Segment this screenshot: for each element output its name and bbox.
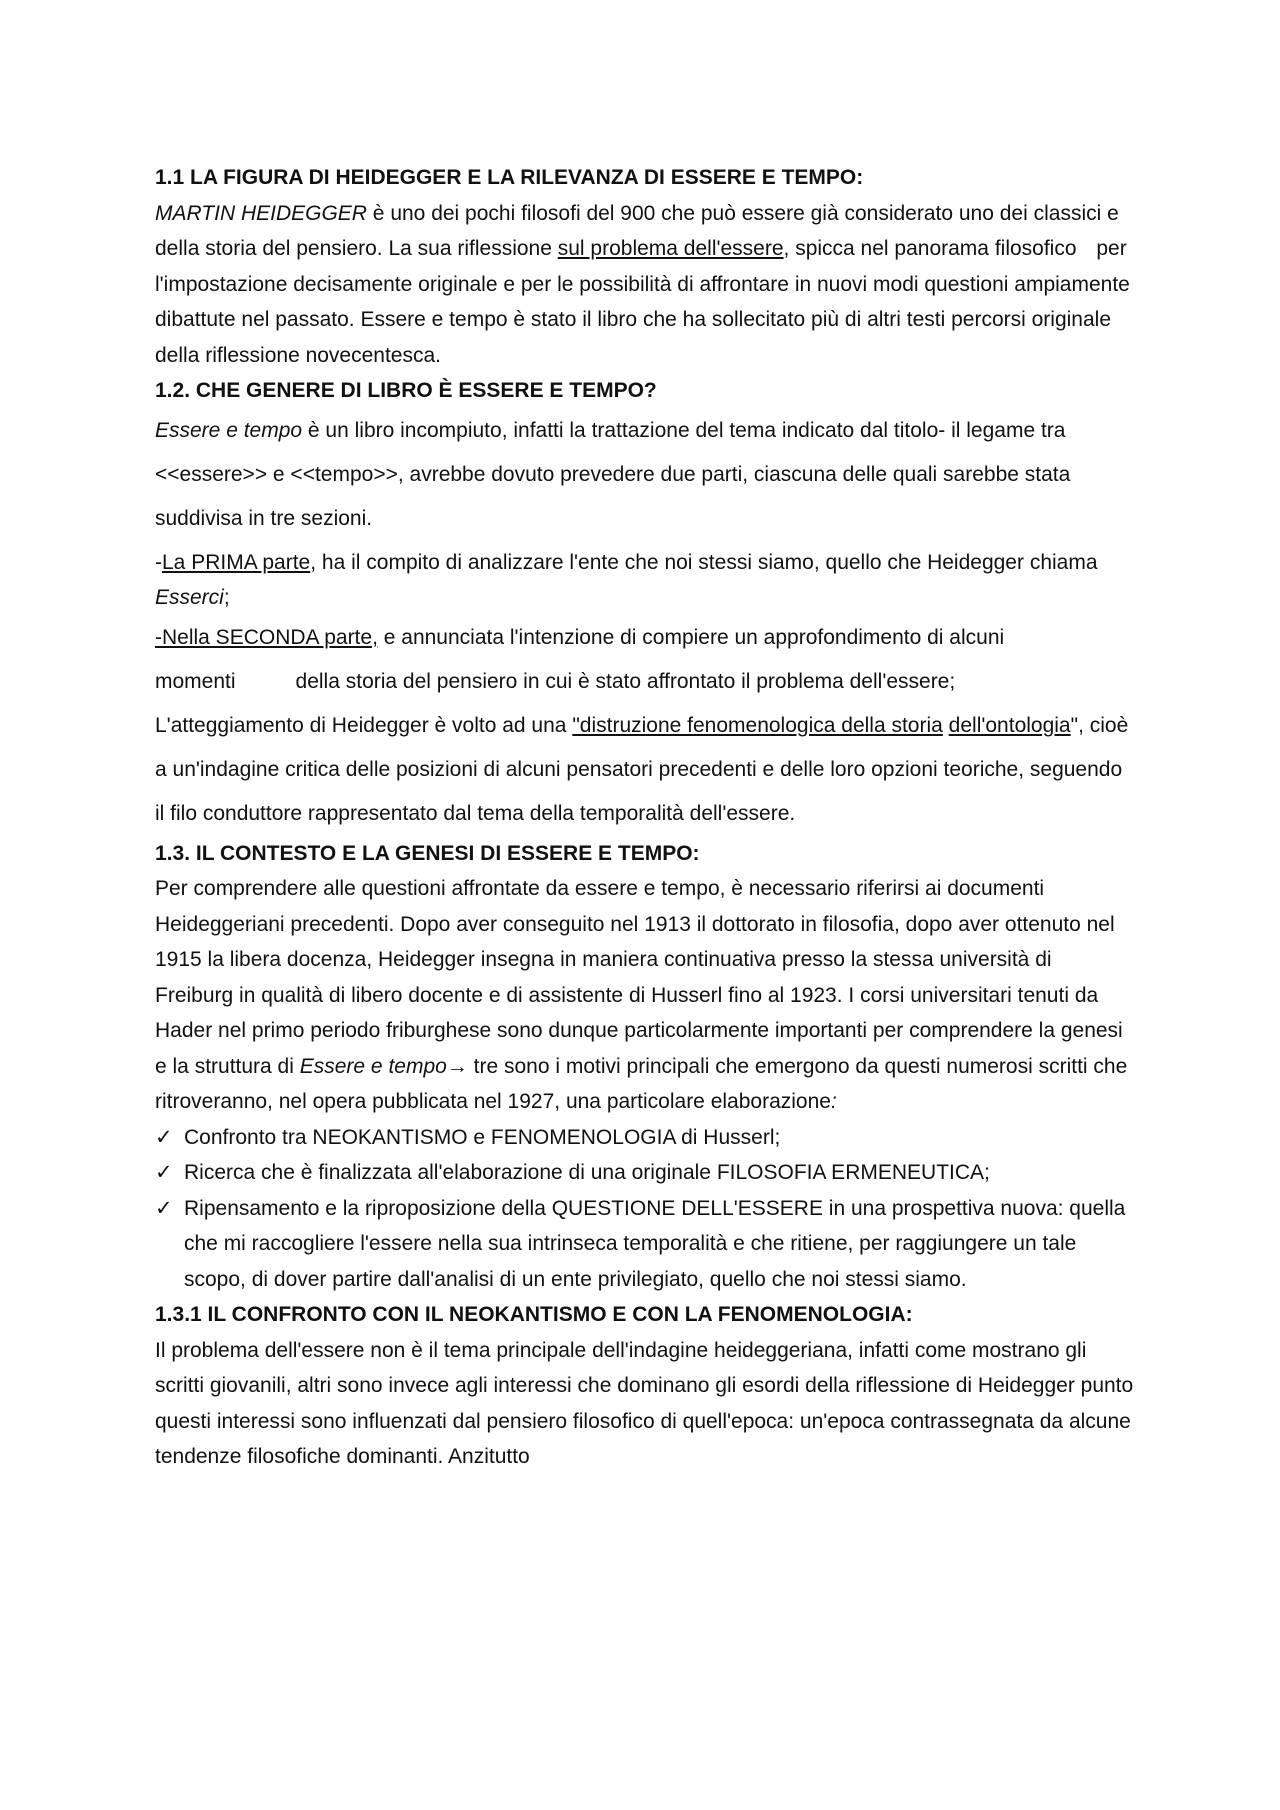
checkmark-icon: ✓ — [155, 1161, 173, 1184]
motives-list — [155, 1120, 1135, 1298]
section-1-3-heading: 1.3. IL CONTESTO E LA GENESI DI ESSERE E TEMPO: — [155, 841, 700, 865]
second-part-paragraph: -Nella SECONDA parte, e annunciata l'intenzione di compiere un approfondimento di alcuni momenti della storia del pensiero in cui è stato affrontato il problema dell'essere; — [155, 625, 1005, 693]
arrow-icon: → — [446, 1054, 468, 1078]
list-item: ✓ Ripensamento e la riproposizione della QUESTIONE DELL'ESSERE in una prospettiva nuova: quella che mi raccogliere l'essere nella sua intrinseca temporalità e che ritiene, per raggiungere un tale scopo, di dover partire dall'analisi di un ente privilegiato, quello che noi stessi siamo. — [155, 1191, 1135, 1298]
section-1-1-heading: 1.1 LA FIGURA DI HEIDEGGER E LA RILEVANZA DI ESSERE E TEMPO: — [155, 166, 864, 189]
underlined-phrase: sul problema dell'essere — [557, 237, 784, 260]
section-1-3-1-heading: 1.3.1 IL CONFRONTO CON IL NEOKANTISMO E CON LA FENOMENOLOGIA: — [155, 1303, 913, 1326]
checkmark-icon: ✓ — [155, 1125, 173, 1149]
section-1-1-paragraph: MARTIN HEIDEGGER è uno dei pochi filosofi del 900 che può essere già considerato uno dei classici e della storia del pensiero. La sua riflessione sul problema dell'essere, spicca nel panorama filosofico per l'impostazione decisamente originale e per le possibilità di affrontare in nuovi modi questioni ampiamente dibattute nel passato. Essere e tempo è stato il libro che ha sollecitato più di altri testi percorsi originale della riflessione novecentesca. — [155, 201, 1130, 367]
document-page — [155, 160, 1135, 1475]
section-1-3-1-paragraph: Il problema dell'essere non è il tema principale dell'indagine heideggeriana, infatti come mostrano gli scritti giovanili, altri sono invece agli interessi che dominano gli esordi della riflessione di Heidegger punto questi interessi sono influenzati dal pensiero filosofico di quell'epoca: un'epoca contrassegnata da alcune tendenze filosofiche dominanti. Anzitutto — [155, 1338, 1134, 1468]
first-part-paragraph: -La PRIMA parte, ha il compito di analizzare l'ente che noi stessi siamo, quello che Heidegger chiama Esserci; — [155, 550, 1098, 609]
attitude-paragraph: L'atteggiamento di Heidegger è volto ad una "distruzione fenomenologica della storia dell'ontologia", cioè a un'indagine critica delle posizioni di alcuni pensatori precedenti e delle loro opzioni teoriche, seguendo il filo conduttore rappresentato dal tema della temporalità dell'essere. — [155, 713, 1129, 825]
section-1-2-heading: 1.2. CHE GENERE DI LIBRO È ESSERE E TEMPO? — [155, 379, 657, 402]
checkmark-icon: ✓ — [155, 1196, 173, 1220]
list-item: ✓ Ricerca che è finalizzata all'elaborazione di una originale FILOSOFIA ERMENEUTICA; — [155, 1155, 1135, 1191]
section-1-2-paragraph: Essere e tempo è un libro incompiuto, infatti la trattazione del tema indicato dal titolo- il legame tra <<essere>> e <<tempo>>, avrebbe dovuto prevedere due parti, ciascuna delle quali sarebbe stata suddivisa in tre sezioni. — [155, 418, 1071, 530]
author-name: MARTIN HEIDEGGER — [155, 201, 367, 225]
list-item: ✓ Confronto tra NEOKANTISMO e FENOMENOLOGIA di Husserl; — [155, 1120, 1135, 1156]
section-1-3-paragraph: Per comprendere alle questioni affrontate da essere e tempo, è necessario riferirsi ai documenti Heideggeriani precedenti. Dopo aver conseguito nel 1913 il dottorato in filosofia, dopo aver ottenuto nel 1915 la libera docenza, Heidegger insegna in maniera continuativa presso la stessa università di Freiburg in qualità di libero docente e di assistente di Husserl fino al 1923. I corsi universitari tenuti da Hader nel primo periodo friburghese sono dunque particolarmente importanti per comprendere la genesi e la struttura di Essere e tempo→ tre sono i motivi principali che emergono da questi numerosi scritti che ritroveranno, nel opera pubblicata nel 1927, una particolare elaborazione: — [155, 877, 1128, 1113]
